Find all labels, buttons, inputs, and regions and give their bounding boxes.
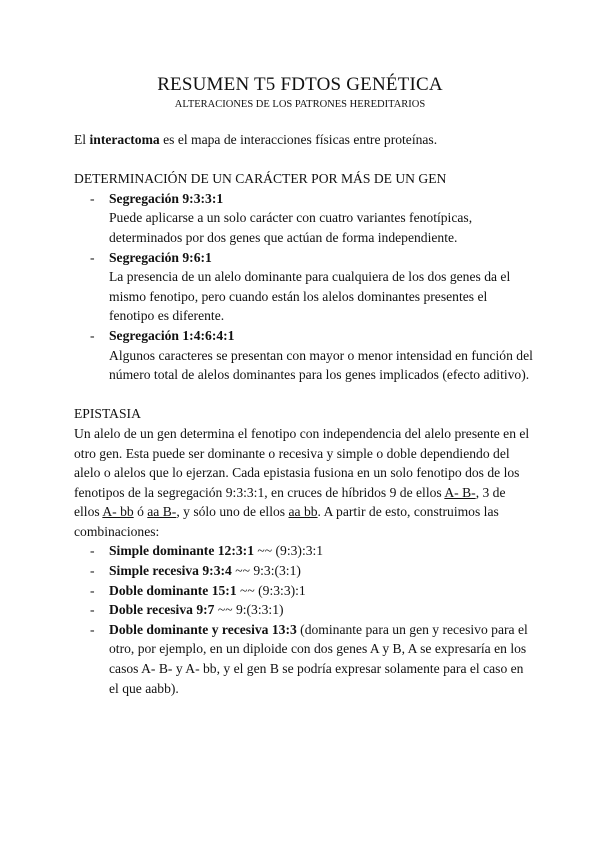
paragraph-text: , 3 de ellos <box>74 484 506 520</box>
genotype-label: A- B- <box>444 484 476 500</box>
list-item <box>74 189 534 248</box>
intro-term: interactoma <box>89 132 160 147</box>
segregation-title: Segregación 9:3:3:1 <box>109 190 224 206</box>
list-item <box>74 581 534 601</box>
genotype-label: A- bb <box>102 504 134 520</box>
segregation-title: Segregación 9:6:1 <box>109 249 212 265</box>
epistasis-ratio: ~~ (9:3:3):1 <box>236 582 306 598</box>
paragraph-text: , y sólo uno de ellos <box>176 504 289 520</box>
epistasis-title: Doble recesiva 9:7 <box>109 602 215 618</box>
intro-paragraph <box>74 130 534 150</box>
epistasis-paragraph <box>74 424 534 542</box>
list-item <box>74 620 534 698</box>
epistasis-ratio: ~~ 9:(3:3:1) <box>214 602 284 618</box>
list-item <box>74 600 534 620</box>
segregation-title: Segregación 1:4:6:4:1 <box>109 327 235 343</box>
list-item <box>74 248 534 326</box>
epistasis-ratio: (dominante para un gen y recesivo para el otro, por ejemplo, en un diploide con dos genes A y B, A se expresaría en los casos A- B- y A- bb, y el gen B se podría expresar solamente para el caso en el que aabb). <box>109 621 528 696</box>
list-item <box>74 326 534 385</box>
document-title: RESUMEN T5 FDTOS GENÉTICA <box>157 74 443 95</box>
intro-prefix: El <box>74 132 90 147</box>
epistasis-title: Simple dominante 12:3:1 <box>109 543 255 559</box>
epistasis-title: Doble dominante y recesiva 13:3 <box>109 621 297 637</box>
document-subtitle: ALTERACIONES DE LOS PATRONES HEREDITARIOS <box>174 99 426 110</box>
segregation-description: Algunos caracteres se presentan con mayor o menor intensidad en función del número total de alelos dominantes para los genes implicados (efecto aditivo). <box>109 347 533 383</box>
section2-heading: EPISTASIA <box>74 406 141 422</box>
epistasis-ratio: ~~ 9:3:(3:1) <box>231 563 301 579</box>
genotype-label: aa B- <box>147 504 177 520</box>
epistasis-title: Simple recesiva 9:3:4 <box>109 563 232 579</box>
paragraph-text: ó <box>133 504 148 520</box>
epistasis-ratio: ~~ (9:3):3:1 <box>254 543 324 559</box>
segregation-description: La presencia de un alelo dominante para cualquiera de los dos genes da el mismo fenotipo, pero cuando están los alelos dominantes presentes el fenotipo es diferente. <box>109 269 511 324</box>
list-item <box>74 541 534 561</box>
epistasis-list <box>74 541 534 698</box>
epistasis-title: Doble dominante 15:1 <box>109 582 237 598</box>
paragraph-text: . A partir de esto, construimos las combinaciones: <box>74 504 499 539</box>
intro-suffix: es el mapa de interacciones físicas entre proteínas. <box>159 132 438 147</box>
genotype-label: aa bb <box>288 504 318 520</box>
segregation-description: Puede aplicarse a un solo carácter con cuatro variantes fenotípicas, determinados por dos genes que actúan de forma independiente. <box>109 210 473 245</box>
section1-heading: DETERMINACIÓN DE UN CARÁCTER POR MÁS DE UN GEN <box>74 171 447 187</box>
segregation-list <box>74 189 534 385</box>
paragraph-text: Un alelo de un gen determina el fenotipo con independencia del alelo presente en el otro gen. Esta puede ser dominante o recesiva y simple o doble dependiendo del alelo o alelos que lo ejerzan. Cada epistasia fusiona en un solo fenotipo dos de los fenotipos de la segregación 9:3:3:1, en cruces de híbridos 9 de ellos <box>74 425 530 500</box>
list-item <box>74 561 534 581</box>
document-body <box>74 130 534 698</box>
